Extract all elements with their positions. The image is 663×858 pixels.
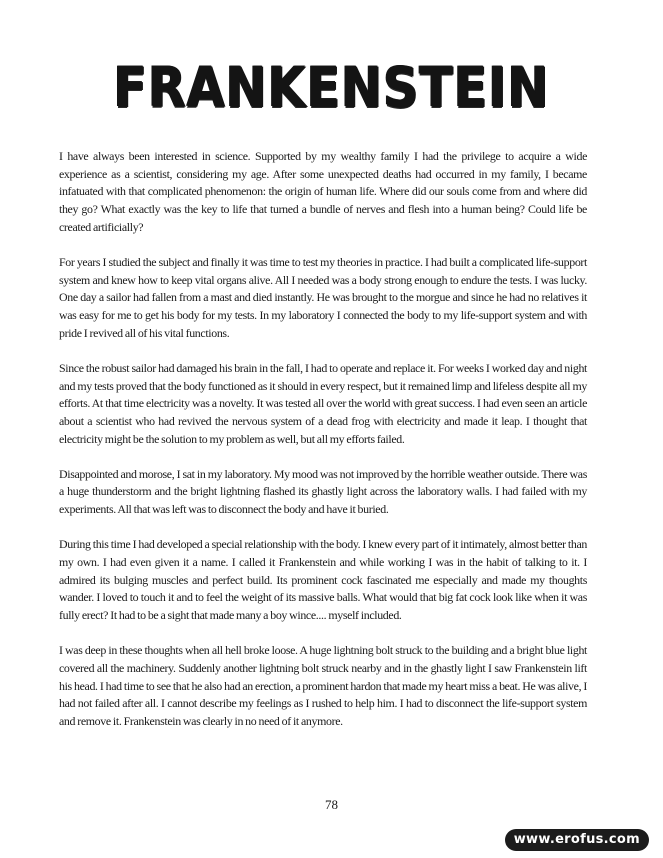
paragraph: For years I studied the subject and finally it was time to test my theories in practice. I had built a complicated life-support system and knew how to keep vital organs alive. All I needed was a body strong enough to endure the tests. I was lucky. One day a sailor had fallen from a mast and died instantly. He was brought to the morgue and since he had no relatives it was easy for me to get his body for my tests. In my laboratory I connected the body to my life-support system and with pride I revived all of his vital functions. (59, 254, 587, 340)
story-text (59, 148, 587, 748)
page-number: 78 (325, 797, 338, 812)
paragraph: I was deep in these thoughts when all hell broke loose. A huge lightning bolt struck to the building and a bright blue light covered all the machinery. Suddenly another lightning bolt struck nearby and in the ghastly light I saw Frankenstein lift his head. I had time to see that he also had an erection, a prominent hardon that made my heart miss a beat. He was alive, I had not failed after all. I cannot describe my feelings as I rushed to help him. I had to disconnect the life-support system and remove it. Frankenstein was clearly in no need of it anymore. (59, 643, 587, 728)
site-watermark: www.erofus.com (505, 829, 649, 851)
page-title: FRANKENSTEIN (113, 55, 550, 120)
paragraph: During this time I had developed a special relationship with the body. I knew every part of it intimately, almost better than my own. I had even given it a name. I called it Frankenstein and while working I was in the habit of talking to it. I admired its bulging muscles and perfect build. Its prominent cock fascinated me especially and made my thoughts wander. I loved to touch it and to feel the weight of its massive balls. What would that big fat cock look like when it was fully erect? It had to be a sight that made many a boy wince.... myself included. (59, 537, 587, 623)
paragraph: Since the robust sailor had damaged his brain in the fall, I had to operate and replace it. For weeks I worked day and night and my tests proved that the body functioned as it should in every respect, but it remained limp and lifeless despite all my efforts. At that time electricity was a novelty. It was tested all over the world with great success. I had even seen an article about a scientist who had revived the nervous system of a dead frog with electricity and made it leap. I thought that electricity might be the solution to my problem as well, but all my efforts failed. (59, 360, 587, 446)
paragraph: I have always been interested in science. Supported by my wealthy family I had the privilege to acquire a wide experience as a scientist, considering my age. After some unexpected deaths had occurred in my family, I became infatuated with that complicated phenomenon: the origin of human life. Where did our souls come from and where did they go? What exactly was the key to life that turned a bundle of nerves and flesh into a human being? Could life be created artificially? (59, 149, 587, 234)
paragraph: Disappointed and morose, I sat in my laboratory. My mood was not improved by the horrible weather outside. There was a huge thunderstorm and the bright lightning flashed its ghastly light across the laboratory walls. I had failed with my experiments. All that was left was to disconnect the body and have it buried. (59, 466, 587, 517)
